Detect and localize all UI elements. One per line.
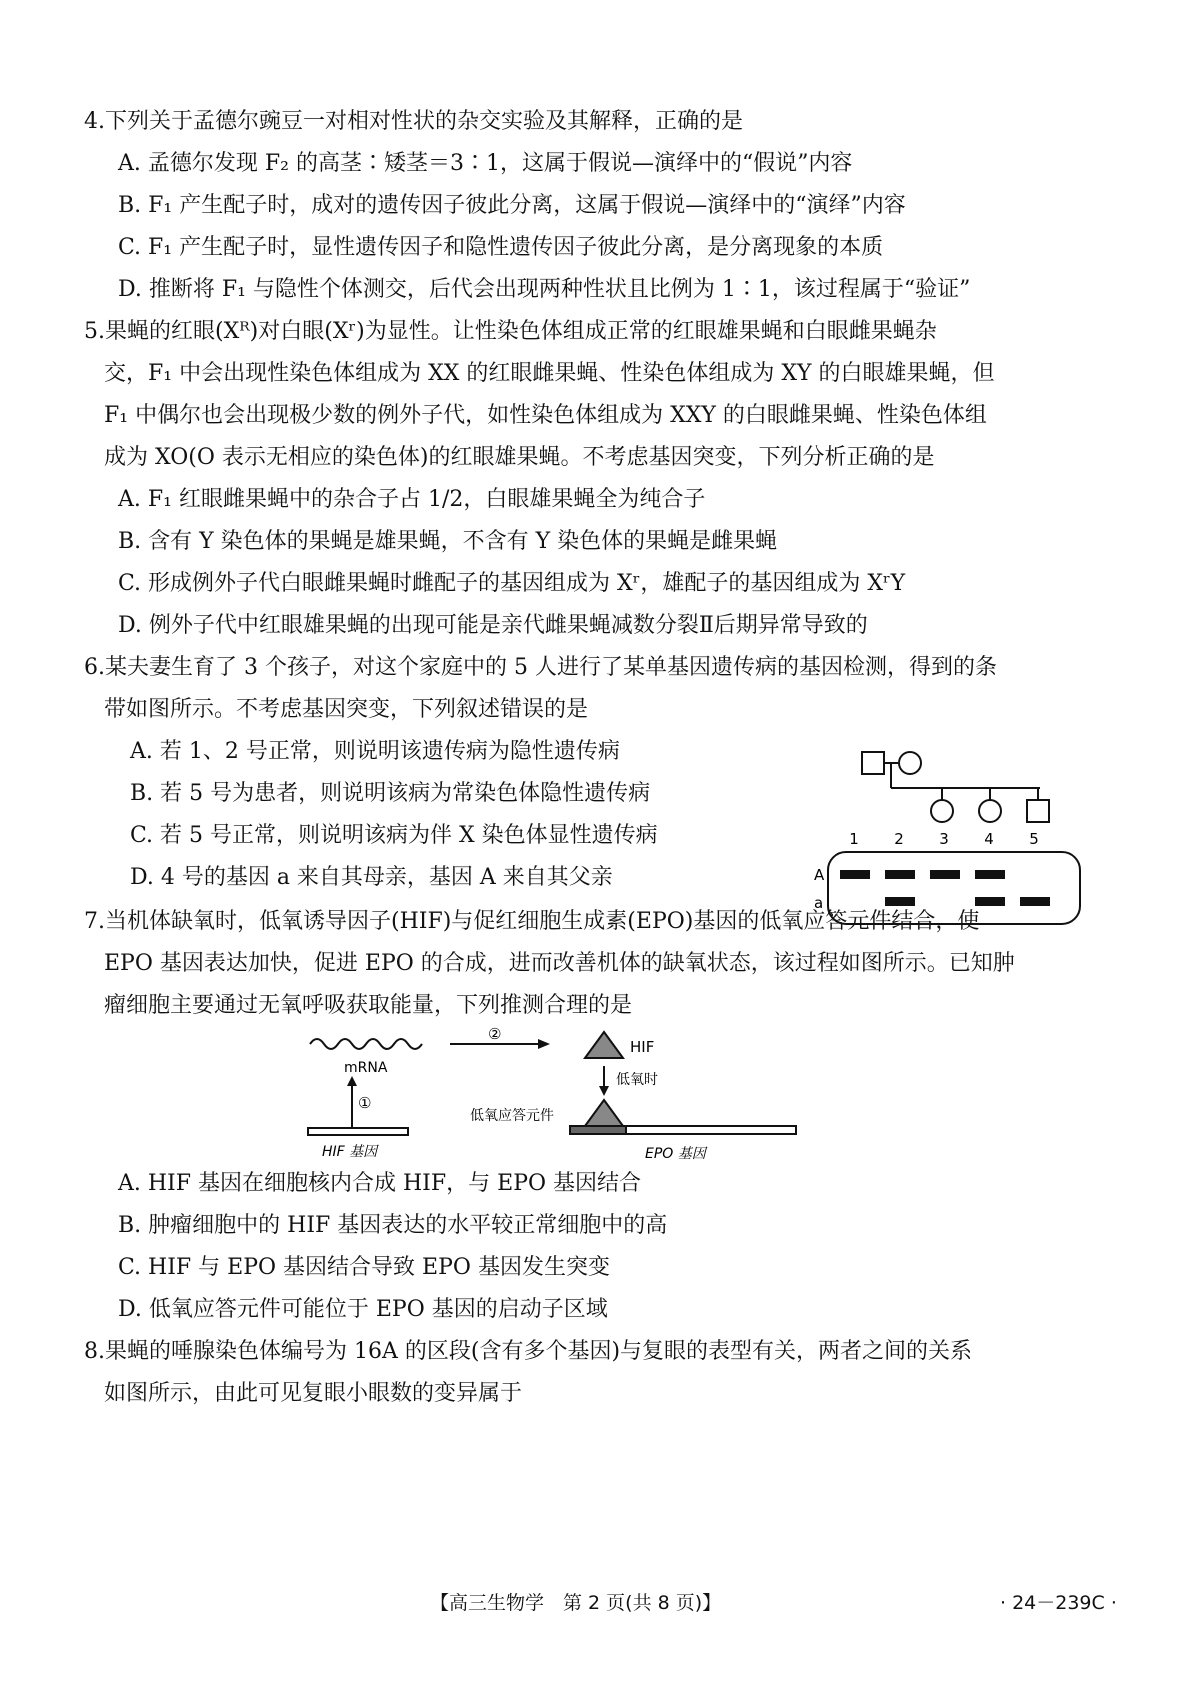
gel-lane-label-5: 5 (1029, 830, 1039, 848)
hif-label: HIF (630, 1038, 655, 1056)
q6-stem-line2: 带如图所示。不考虑基因突变，下列叙述错误的是 (104, 697, 589, 722)
gel-band (885, 897, 915, 906)
q6-pedigree-gel-figure (814, 740, 1120, 930)
q5-stem-line3: F₁ 中偶尔也会出现极少数的例外子代，如性染色体组成为 XXY 的白眼雌果蝇、性染色体组 (104, 403, 987, 428)
bound-hif-triangle (585, 1100, 623, 1126)
hif-protein-triangle (585, 1032, 623, 1058)
q4-option-c: C. F₁ 产生配子时，显性遗传因子和隐性遗传因子彼此分离，是分离现象的本质 (118, 235, 884, 260)
q8-stem-line2: 如图所示，由此可见复眼小眼数的变异属于 (104, 1381, 523, 1406)
pedigree-mother-circle (899, 752, 921, 774)
q4-option-d: D. 推断将 F₁ 与隐性个体测交，后代会出现两种性状且比例为 1∶1，该过程属于“验证” (118, 277, 971, 302)
q7-option-b: B. 肿瘤细胞中的 HIF 基因表达的水平较正常细胞中的高 (118, 1213, 668, 1238)
response-element-label: 低氧应答元件 (470, 1108, 554, 1124)
response-element-bar (570, 1126, 626, 1134)
q6-option-b: B. 若 5 号为患者，则说明该病为常染色体隐性遗传病 (130, 781, 651, 806)
epo-gene-label: EPO 基因 (645, 1146, 706, 1162)
q7-option-d: D. 低氧应答元件可能位于 EPO 基因的启动子区域 (118, 1297, 608, 1322)
q4-stem: 4.下列关于孟德尔豌豆一对相对性状的杂交实验及其解释，正确的是 (84, 109, 743, 134)
pedigree-child-3 (931, 800, 953, 822)
pedigree-child-5 (1027, 800, 1049, 822)
pedigree-father-square (862, 752, 884, 774)
hif-gene-label: HIF 基因 (322, 1144, 378, 1160)
q4-option-a: A. 孟德尔发现 F₂ 的高茎∶矮茎＝3∶1，这属于假说—演绎中的“假说”内容 (118, 151, 853, 176)
hif-gene-bar (308, 1128, 408, 1135)
page-footer-label: 【高三生物学 第 2 页(共 8 页)】 (430, 1592, 722, 1614)
q5-stem-line4: 成为 XO(O 表示无相应的染色体)的红眼雄果蝇。不考虑基因突变，下列分析正确的是 (104, 445, 935, 470)
gel-band (840, 870, 870, 879)
gel-row-label-a: a (814, 894, 824, 912)
pedigree-child-4 (979, 800, 1001, 822)
gel-lane-label-3: 3 (939, 830, 949, 848)
q6-option-d: D. 4 号的基因 a 来自其母亲，基因 A 来自其父亲 (130, 865, 613, 890)
q7-option-c: C. HIF 与 EPO 基因结合导致 EPO 基因发生突变 (118, 1255, 610, 1280)
q5-option-d: D. 例外子代中红眼雄果蝇的出现可能是亲代雌果蝇减数分裂Ⅱ后期异常导致的 (118, 613, 868, 638)
q5-stem-line1: 5.果蝇的红眼(Xᴿ)对白眼(Xʳ)为显性。让性染色体组成正常的红眼雄果蝇和白眼雌果蝇杂 (84, 319, 937, 344)
q5-option-a: A. F₁ 红眼雌果蝇中的杂合子占 1/2，白眼雄果蝇全为纯合子 (118, 487, 706, 512)
step1-label: ① (358, 1094, 372, 1112)
gel-band (885, 870, 915, 879)
gel-row-label-A: A (814, 866, 825, 884)
q6-stem-line1: 6.某夫妻生育了 3 个孩子，对这个家庭中的 5 人进行了某单基因遗传病的基因检测，得到的条 (84, 655, 997, 680)
q7-hif-epo-figure (300, 1025, 860, 1170)
gel-lane-label-4: 4 (984, 830, 994, 848)
q4-option-b: B. F₁ 产生配子时，成对的遗传因子彼此分离，这属于假说—演绎中的“演绎”内容 (118, 193, 906, 218)
gel-band (1020, 897, 1050, 906)
mrna-label: mRNA (344, 1060, 388, 1076)
q6-option-a: A. 若 1、2 号正常，则说明该遗传病为隐性遗传病 (130, 739, 620, 764)
q5-stem-line2: 交，F₁ 中会出现性染色体组成为 XX 的红眼雌果蝇、性染色体组成为 XY 的白眼雄果蝇，但 (104, 361, 995, 386)
gel-band (975, 897, 1005, 906)
mrna-wave (310, 1039, 422, 1049)
hypoxia-label: 低氧时 (616, 1072, 658, 1088)
gel-band (975, 870, 1005, 879)
q6-option-c: C. 若 5 号正常，则说明该病为伴 X 染色体显性遗传病 (130, 823, 658, 848)
page-footer-code: · 24－239C · (1000, 1592, 1117, 1614)
gel-band (930, 870, 960, 879)
q7-stem-line1: 7.当机体缺氧时，低氧诱导因子(HIF)与促红细胞生成素(EPO)基因的低氧应答元件结合，使 (84, 909, 980, 934)
q8-stem-line1: 8.果蝇的唾腺染色体编号为 16A 的区段(含有多个基因)与复眼的表型有关，两者之间的关系 (84, 1339, 973, 1364)
epo-gene-bar (626, 1126, 796, 1134)
q5-option-b: B. 含有 Y 染色体的果蝇是雄果蝇，不含有 Y 染色体的果蝇是雌果蝇 (118, 529, 778, 554)
q5-option-c: C. 形成例外子代白眼雌果蝇时雌配子的基因组成为 Xʳ，雄配子的基因组成为 XʳY (118, 571, 906, 596)
q7-option-a: A. HIF 基因在细胞核内合成 HIF，与 EPO 基因结合 (118, 1171, 642, 1196)
gel-lane-label-1: 1 (849, 830, 859, 848)
q7-stem-line3: 瘤细胞主要通过无氧呼吸获取能量，下列推测合理的是 (104, 993, 633, 1018)
gel-lane-label-2: 2 (894, 830, 904, 848)
q7-stem-line2: EPO 基因表达加快，促进 EPO 的合成，进而改善机体的缺氧状态，该过程如图所示。已知肿 (104, 951, 1015, 976)
step2-label: ② (488, 1025, 502, 1043)
